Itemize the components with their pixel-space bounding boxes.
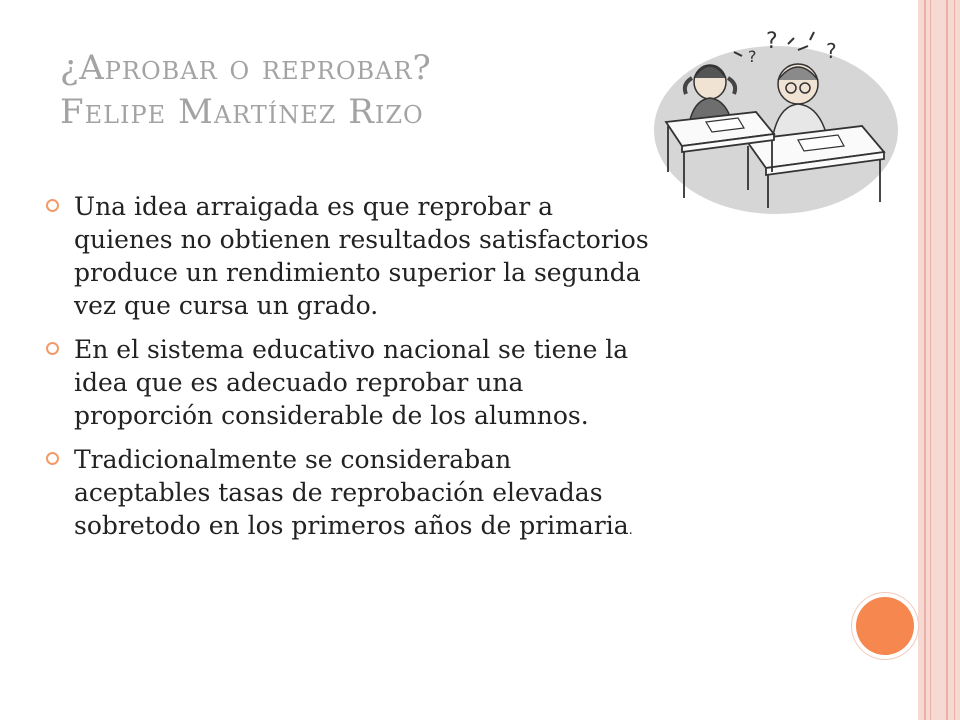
question-mark-1: ? [766,29,778,54]
title-line-2: Felipe Martínez Rizo [60,92,424,132]
title-line-1: ¿Aprobar o reprobar? [60,48,432,88]
bullet-line: aceptables tasas de reprobación elevadas [74,478,603,507]
bullet-line: Una idea arraigada es que reprobar a [74,192,554,221]
bullet-marker-icon [46,199,59,212]
bullet-line: quienes no obtienen resultados satisfactorios [74,225,649,254]
accent-circle [856,597,914,655]
bullet-item [46,190,746,322]
side-band-line [924,0,926,720]
bullet-item [46,333,746,432]
bullet-line: vez que cursa un grado. [74,291,379,320]
question-mark-2: ? [826,39,837,63]
bullet-marker-icon [46,342,59,355]
side-band-line [946,0,948,720]
side-band-line [954,0,955,720]
bullet-item [46,443,746,547]
trailing-period: . [628,523,633,538]
bullet-line: proporción considerable de los alumnos. [74,401,589,430]
side-band-line [930,0,931,720]
bullet-line-last [74,509,746,547]
bullet-line: En el sistema educativo nacional se tiene la [74,335,629,364]
question-mark-3: ? [748,47,757,66]
bullet-line-text: sobretodo en los primeros años de primaria [74,511,629,540]
slide-title [60,46,660,134]
bullet-marker-icon [46,452,59,465]
bullet-list [46,190,746,547]
bullet-line: Tradicionalmente se consideraban [74,445,512,474]
bullet-line: idea que es adecuado reprobar una [74,368,524,397]
students-at-desks-illustration [648,22,900,216]
bullet-line: produce un rendimiento superior la segunda [74,258,641,287]
